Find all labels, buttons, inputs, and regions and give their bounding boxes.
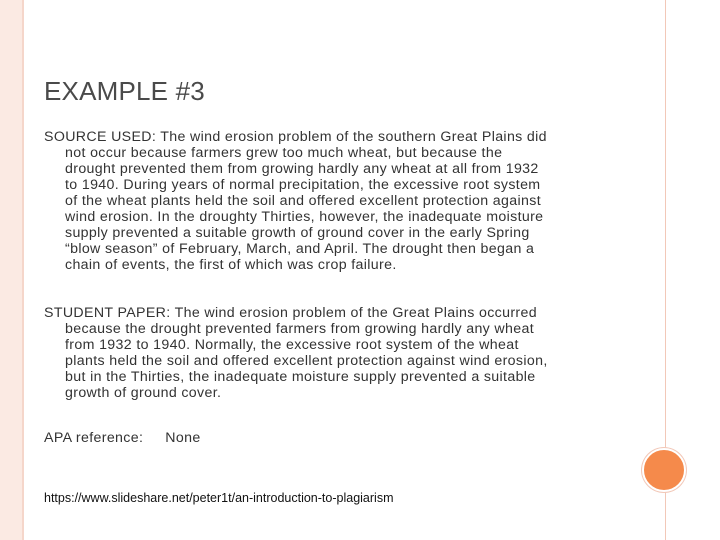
- apa-reference-label: APA reference:: [44, 430, 144, 446]
- source-url-link[interactable]: https://www.slideshare.net/peter1t/an-introduction-to-plagiarism: [44, 491, 394, 505]
- slide-title: EXAMPLE #3: [44, 76, 205, 106]
- student-line: plants held the soil and offered excellent protection against wind erosion,: [65, 353, 548, 369]
- student-line: STUDENT PAPER: The wind erosion problem of the Great Plains occurred: [44, 305, 537, 321]
- student-line: growth of ground cover.: [65, 385, 222, 401]
- source-line: drought prevented them from growing hardly any wheat at all from 1932: [65, 161, 539, 177]
- source-line: of the wheat plants held the soil and offered excellent protection against: [65, 193, 541, 209]
- source-line: “blow season” of February, March, and April. The drought then began a: [65, 241, 535, 257]
- apa-reference-value: None: [165, 430, 201, 446]
- source-line: supply prevented a suitable growth of ground cover in the early Spring: [65, 225, 530, 241]
- apa-reference: [44, 430, 201, 446]
- source-line: chain of events, the first of which was crop failure.: [65, 257, 397, 273]
- student-line: but in the Thirties, the inadequate moisture supply prevented a suitable: [65, 369, 536, 385]
- source-line: wind erosion. In the droughty Thirties, however, the inadequate moisture: [65, 209, 544, 225]
- orange-circle-ornament: [642, 448, 686, 492]
- left-decorative-border: [0, 0, 24, 540]
- left-border-line: [22, 0, 24, 540]
- right-decorative-line-bottom: [665, 492, 666, 540]
- source-used-paragraph: [44, 129, 624, 273]
- source-line: to 1940. During years of normal precipitation, the excessive root system: [65, 177, 541, 193]
- student-paper-paragraph: [44, 305, 624, 401]
- source-line: SOURCE USED: The wind erosion problem of the southern Great Plains did: [44, 129, 547, 145]
- student-line: because the drought prevented farmers from growing hardly any wheat: [65, 321, 535, 337]
- student-line: from 1932 to 1940. Normally, the excessive root system of the wheat: [65, 337, 519, 353]
- right-decorative-line: [665, 0, 666, 448]
- source-line: not occur because farmers grew too much wheat, but because the: [65, 145, 503, 161]
